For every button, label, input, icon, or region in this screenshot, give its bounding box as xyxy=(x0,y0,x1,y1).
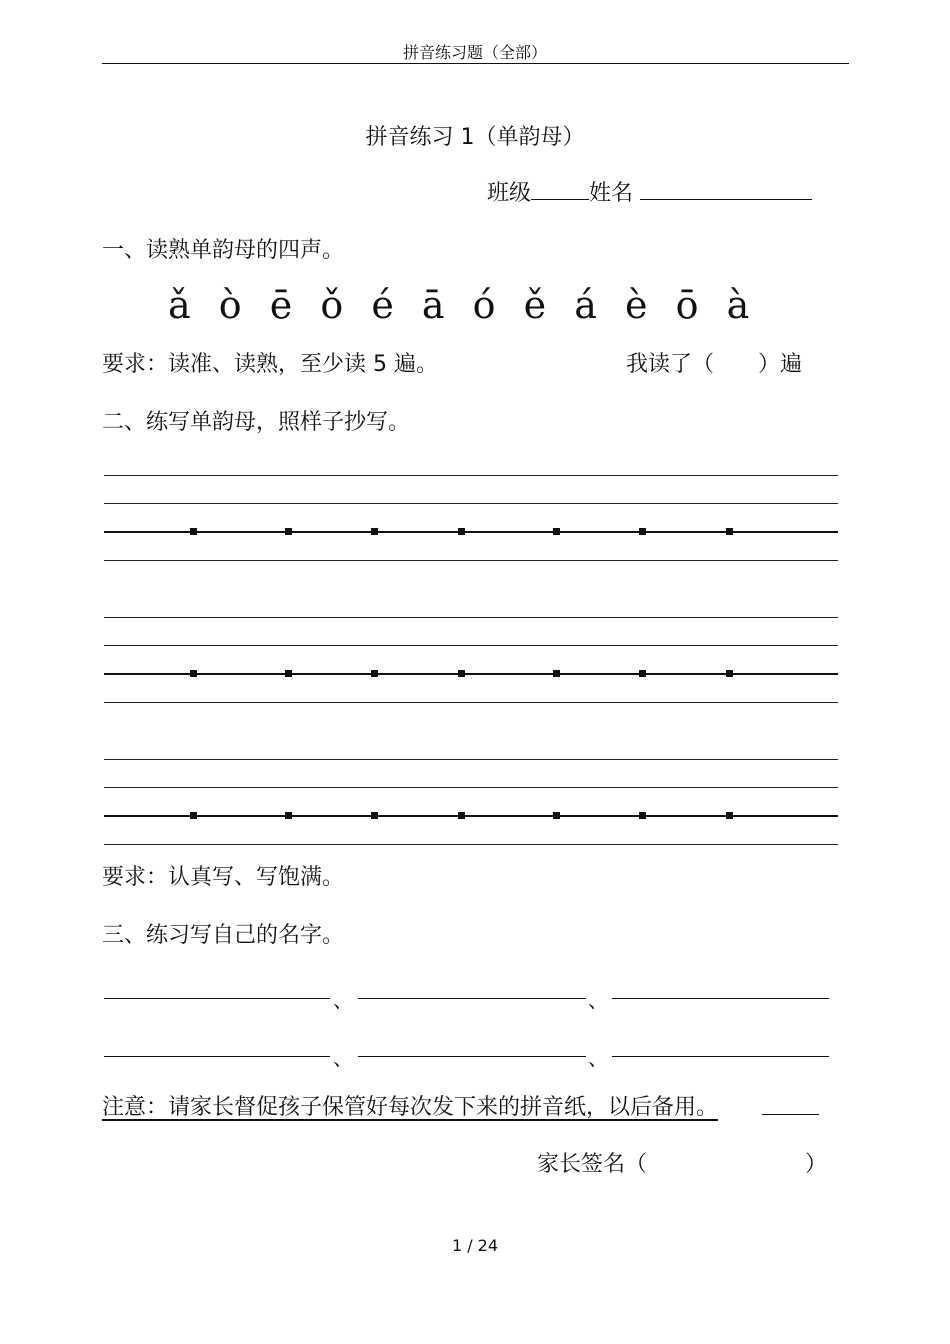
section2-requirement: 要求：认真写、写饱满。 xyxy=(102,865,345,890)
grid-marker xyxy=(285,528,292,535)
pinyin-letter: à xyxy=(726,283,752,327)
grid-marker xyxy=(726,812,733,819)
grid-marker xyxy=(458,528,465,535)
grid-line xyxy=(104,560,838,561)
separator: 、 xyxy=(588,1046,608,1070)
name-write-line xyxy=(358,998,586,999)
pinyin-letter: ǒ xyxy=(320,283,346,327)
grid-marker xyxy=(553,528,560,535)
grid-line xyxy=(104,503,838,504)
grid-marker xyxy=(639,528,646,535)
separator: 、 xyxy=(333,988,353,1012)
class-name-line xyxy=(487,175,812,207)
class-label: 班级 xyxy=(487,181,532,206)
section3-heading: 三、练习写自己的名字。 xyxy=(102,923,345,948)
pinyin-letter: ě xyxy=(523,283,549,327)
pinyin-letter: ó xyxy=(472,283,498,327)
parent-signature xyxy=(537,1147,827,1178)
grid-marker xyxy=(458,670,465,677)
grid-marker xyxy=(553,670,560,677)
read-count-suffix: ）遍 xyxy=(758,352,803,377)
name-blank xyxy=(640,175,812,200)
pinyin-letter: ō xyxy=(675,283,701,327)
running-header: 拼音练习题（全部） xyxy=(402,43,547,62)
pinyin-letter: á xyxy=(574,283,599,327)
grid-line xyxy=(104,475,838,476)
section1-heading: 一、读熟单韵母的四声。 xyxy=(102,238,345,263)
grid-marker xyxy=(371,670,378,677)
worksheet-title: 拼音练习 1（单韵母） xyxy=(365,125,585,150)
pinyin-letter: ē xyxy=(269,283,295,327)
read-count xyxy=(626,347,802,378)
note-underline-tail xyxy=(762,1114,819,1115)
signature-close: ） xyxy=(805,1152,828,1177)
name-label: 姓名 xyxy=(589,181,634,206)
name-write-line xyxy=(612,1056,829,1057)
section1-requirement: 要求：读准、读熟，至少读 5 遍。 xyxy=(102,352,438,377)
signature-label: 家长签名（ xyxy=(537,1152,648,1177)
section2-heading: 二、练写单韵母，照样子抄写。 xyxy=(102,410,411,435)
grid-marker xyxy=(553,812,560,819)
grid-marker xyxy=(726,670,733,677)
grid-marker xyxy=(190,528,197,535)
read-count-prefix: 我读了（ xyxy=(626,352,715,377)
grid-line xyxy=(104,787,838,788)
pinyin-letter: ā xyxy=(421,283,447,327)
class-blank xyxy=(531,175,589,200)
grid-marker xyxy=(639,812,646,819)
name-write-line xyxy=(104,998,330,999)
grid-marker xyxy=(285,670,292,677)
separator: 、 xyxy=(333,1046,353,1070)
grid-line xyxy=(104,617,838,618)
separator: 、 xyxy=(588,988,608,1012)
grid-marker xyxy=(639,670,646,677)
grid-line xyxy=(104,759,838,760)
header-rule xyxy=(102,63,849,64)
name-write-line xyxy=(612,998,829,999)
name-write-line xyxy=(358,1056,586,1057)
grid-marker xyxy=(190,670,197,677)
grid-marker xyxy=(726,528,733,535)
grid-marker xyxy=(371,528,378,535)
grid-line xyxy=(104,844,838,845)
grid-line xyxy=(104,645,838,646)
pinyin-tone-row xyxy=(168,283,763,327)
pinyin-letter: ò xyxy=(218,283,244,327)
grid-marker xyxy=(371,812,378,819)
pinyin-letter: è xyxy=(624,283,650,327)
pinyin-letter: é xyxy=(371,283,396,327)
pinyin-letter: ǎ xyxy=(168,283,193,327)
parent-note: 注意：请家长督促孩子保管好每次发下来的拼音纸，以后备用。 xyxy=(102,1095,719,1120)
grid-marker xyxy=(285,812,292,819)
grid-line xyxy=(104,702,838,703)
name-write-line xyxy=(104,1056,330,1057)
page-number: 1 / 24 xyxy=(451,1236,499,1255)
grid-marker xyxy=(190,812,197,819)
grid-marker xyxy=(458,812,465,819)
